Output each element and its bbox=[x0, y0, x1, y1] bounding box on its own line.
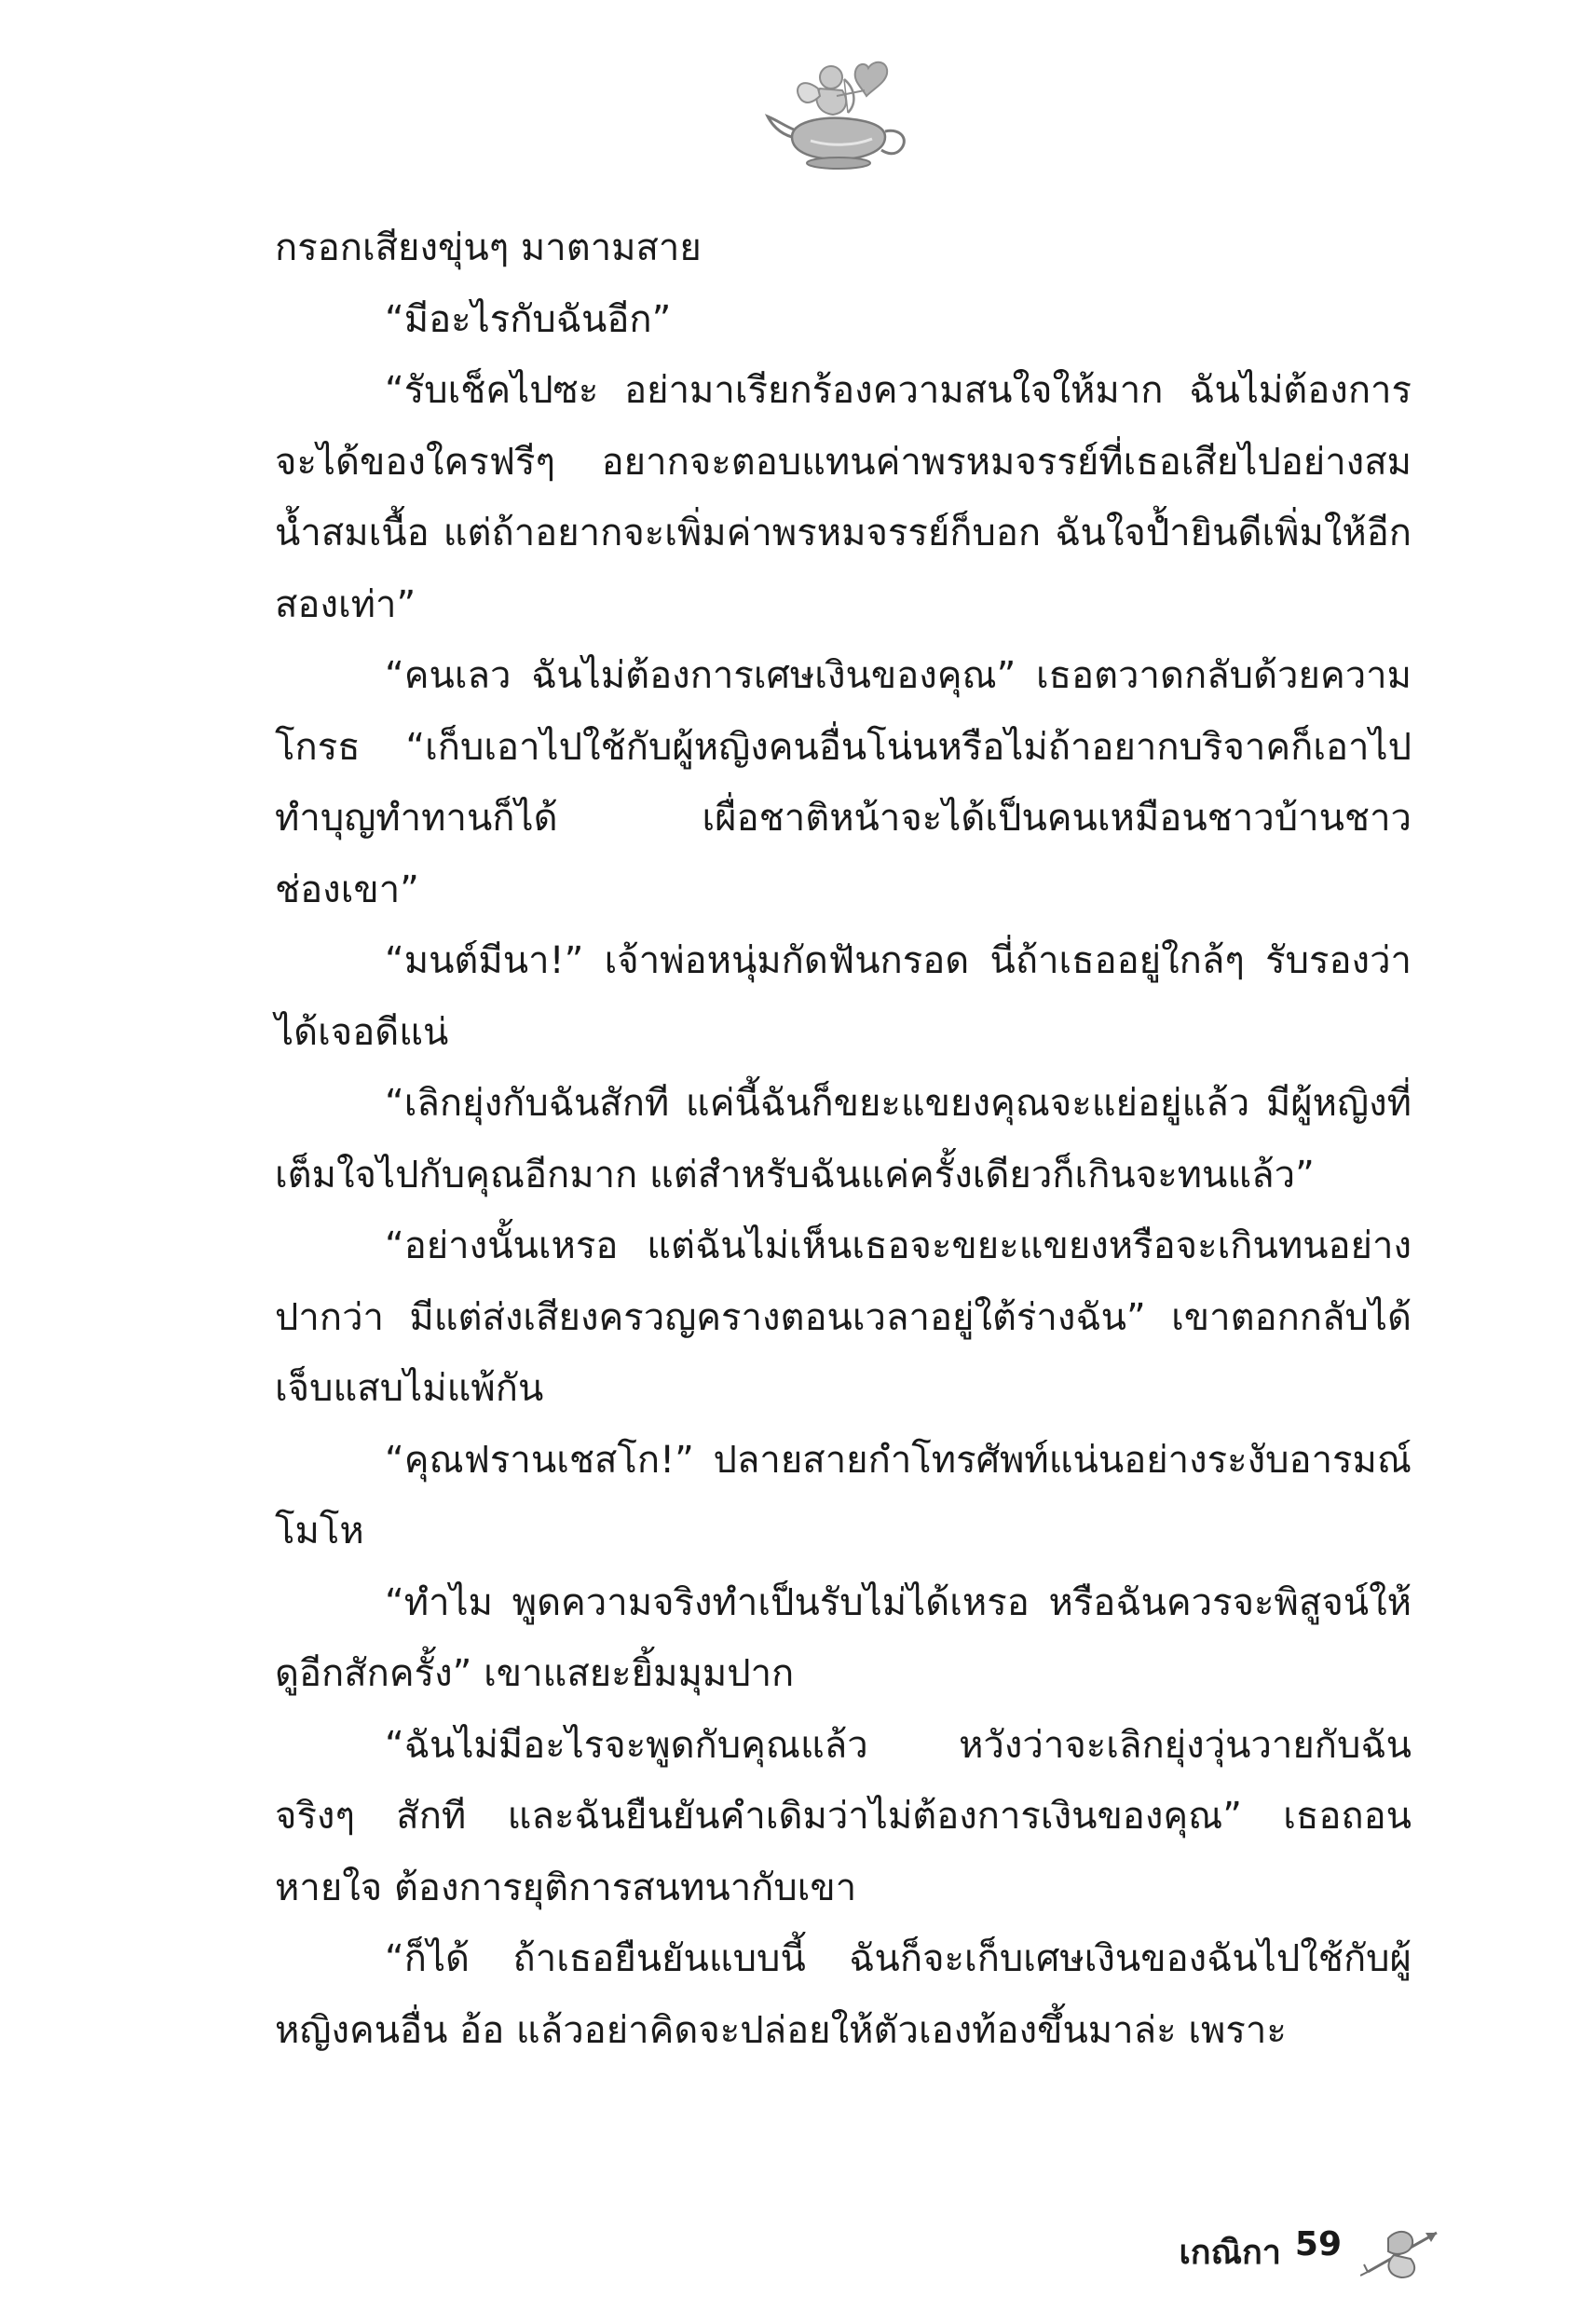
paragraph: “มีอะไรกับฉันอีก” bbox=[385, 297, 672, 341]
paragraph: “เลิกยุ่งกับฉันสักที แค่นี้ฉันก็ขยะแขยงคุณจะแย่อยู่แล้ว มีผู้หญิงที่เต็มใจไปกับคุณอีกมาก แต่สำหรับฉันแค่ครั้งเดียวก็เกินจะทนแล้ว” bbox=[275, 1082, 1412, 1197]
cupid-teapot-ornament-icon bbox=[764, 51, 913, 172]
paragraph: “คุณฟรานเชสโก!” ปลายสายกำโทรศัพท์แน่นอย่างระงับอารมณ์โมโห bbox=[275, 1438, 1412, 1552]
paragraph: “ทำไม พูดความจริงทำเป็นรับไม่ได้เหรอ หรือฉันควรจะพิสูจน์ให้ดูอีกสักครั้ง” เขาแสยะยิ้มมุมปาก bbox=[275, 1580, 1412, 1695]
body-text bbox=[275, 212, 1412, 2066]
cupid-arrow-ornament-icon bbox=[1360, 2220, 1444, 2285]
paragraph: “คนเลว ฉันไม่ต้องการเศษเงินของคุณ” เธอตวาดกลับด้วยความโกรธ “เก็บเอาไปใช้กับผู้หญิงคนอื่นโน่นหรือไม่ถ้าอยากบริจาคก็เอาไปทำบุญทำทานก็ได้ เผื่อชาติหน้าจะได้เป็นคนเหมือนชาวบ้านชาวช่องเขา” bbox=[275, 654, 1412, 911]
paragraph: “อย่างนั้นเหรอ แต่ฉันไม่เห็นเธอจะขยะแขยงหรือจะเกินทนอย่างปากว่า มีแต่ส่งเสียงครวญครางตอนเวลาอยู่ใต้ร่างฉัน” เขาตอกกลับได้เจ็บแสบไม่แพ้กัน bbox=[275, 1224, 1412, 1410]
page-footer bbox=[1146, 2220, 1481, 2294]
page-number: 59 bbox=[1294, 2225, 1342, 2263]
paragraph: “ก็ได้ ถ้าเธอยืนยันแบบนี้ ฉันก็จะเก็บเศษเงินของฉันไปใช้กับผู้หญิงคนอื่น อ้อ แล้วอย่าคิดจะปล่อยให้ตัวเองท้องขึ้นมาล่ะ เพราะ bbox=[275, 1937, 1412, 2052]
running-book-title: เกณิกา bbox=[1179, 2234, 1281, 2272]
paragraph: “รับเช็คไปซะ อย่ามาเรียกร้องความสนใจให้มาก ฉันไม่ต้องการจะได้ของใครฟรีๆ อยากจะตอบแทนค่าพรหมจรรย์ที่เธอเสียไปอย่างสมน้ำสมเนื้อ แต่ถ้าอยากจะเพิ่มค่าพรหมจรรย์ก็บอก ฉันใจป้ำยินดีเพิ่มให้อีกสองเท่า” bbox=[275, 369, 1412, 626]
paragraph: กรอกเสียงขุ่นๆ มาตามสาย bbox=[275, 226, 702, 269]
paragraph: “ฉันไม่มีอะไรจะพูดกับคุณแล้ว หวังว่าจะเลิกยุ่งวุ่นวายกับฉันจริงๆ สักที และฉันยืนยันคำเดิมว่าไม่ต้องการเงินของคุณ” เธอถอนหายใจ ต้องการยุติการสนทนากับเขา bbox=[275, 1723, 1412, 1909]
paragraph: “มนต์มีนา!” เจ้าพ่อหนุ่มกัดฟันกรอด นี่ถ้าเธออยู่ใกล้ๆ รับรองว่าได้เจอดีแน่ bbox=[275, 939, 1412, 1054]
